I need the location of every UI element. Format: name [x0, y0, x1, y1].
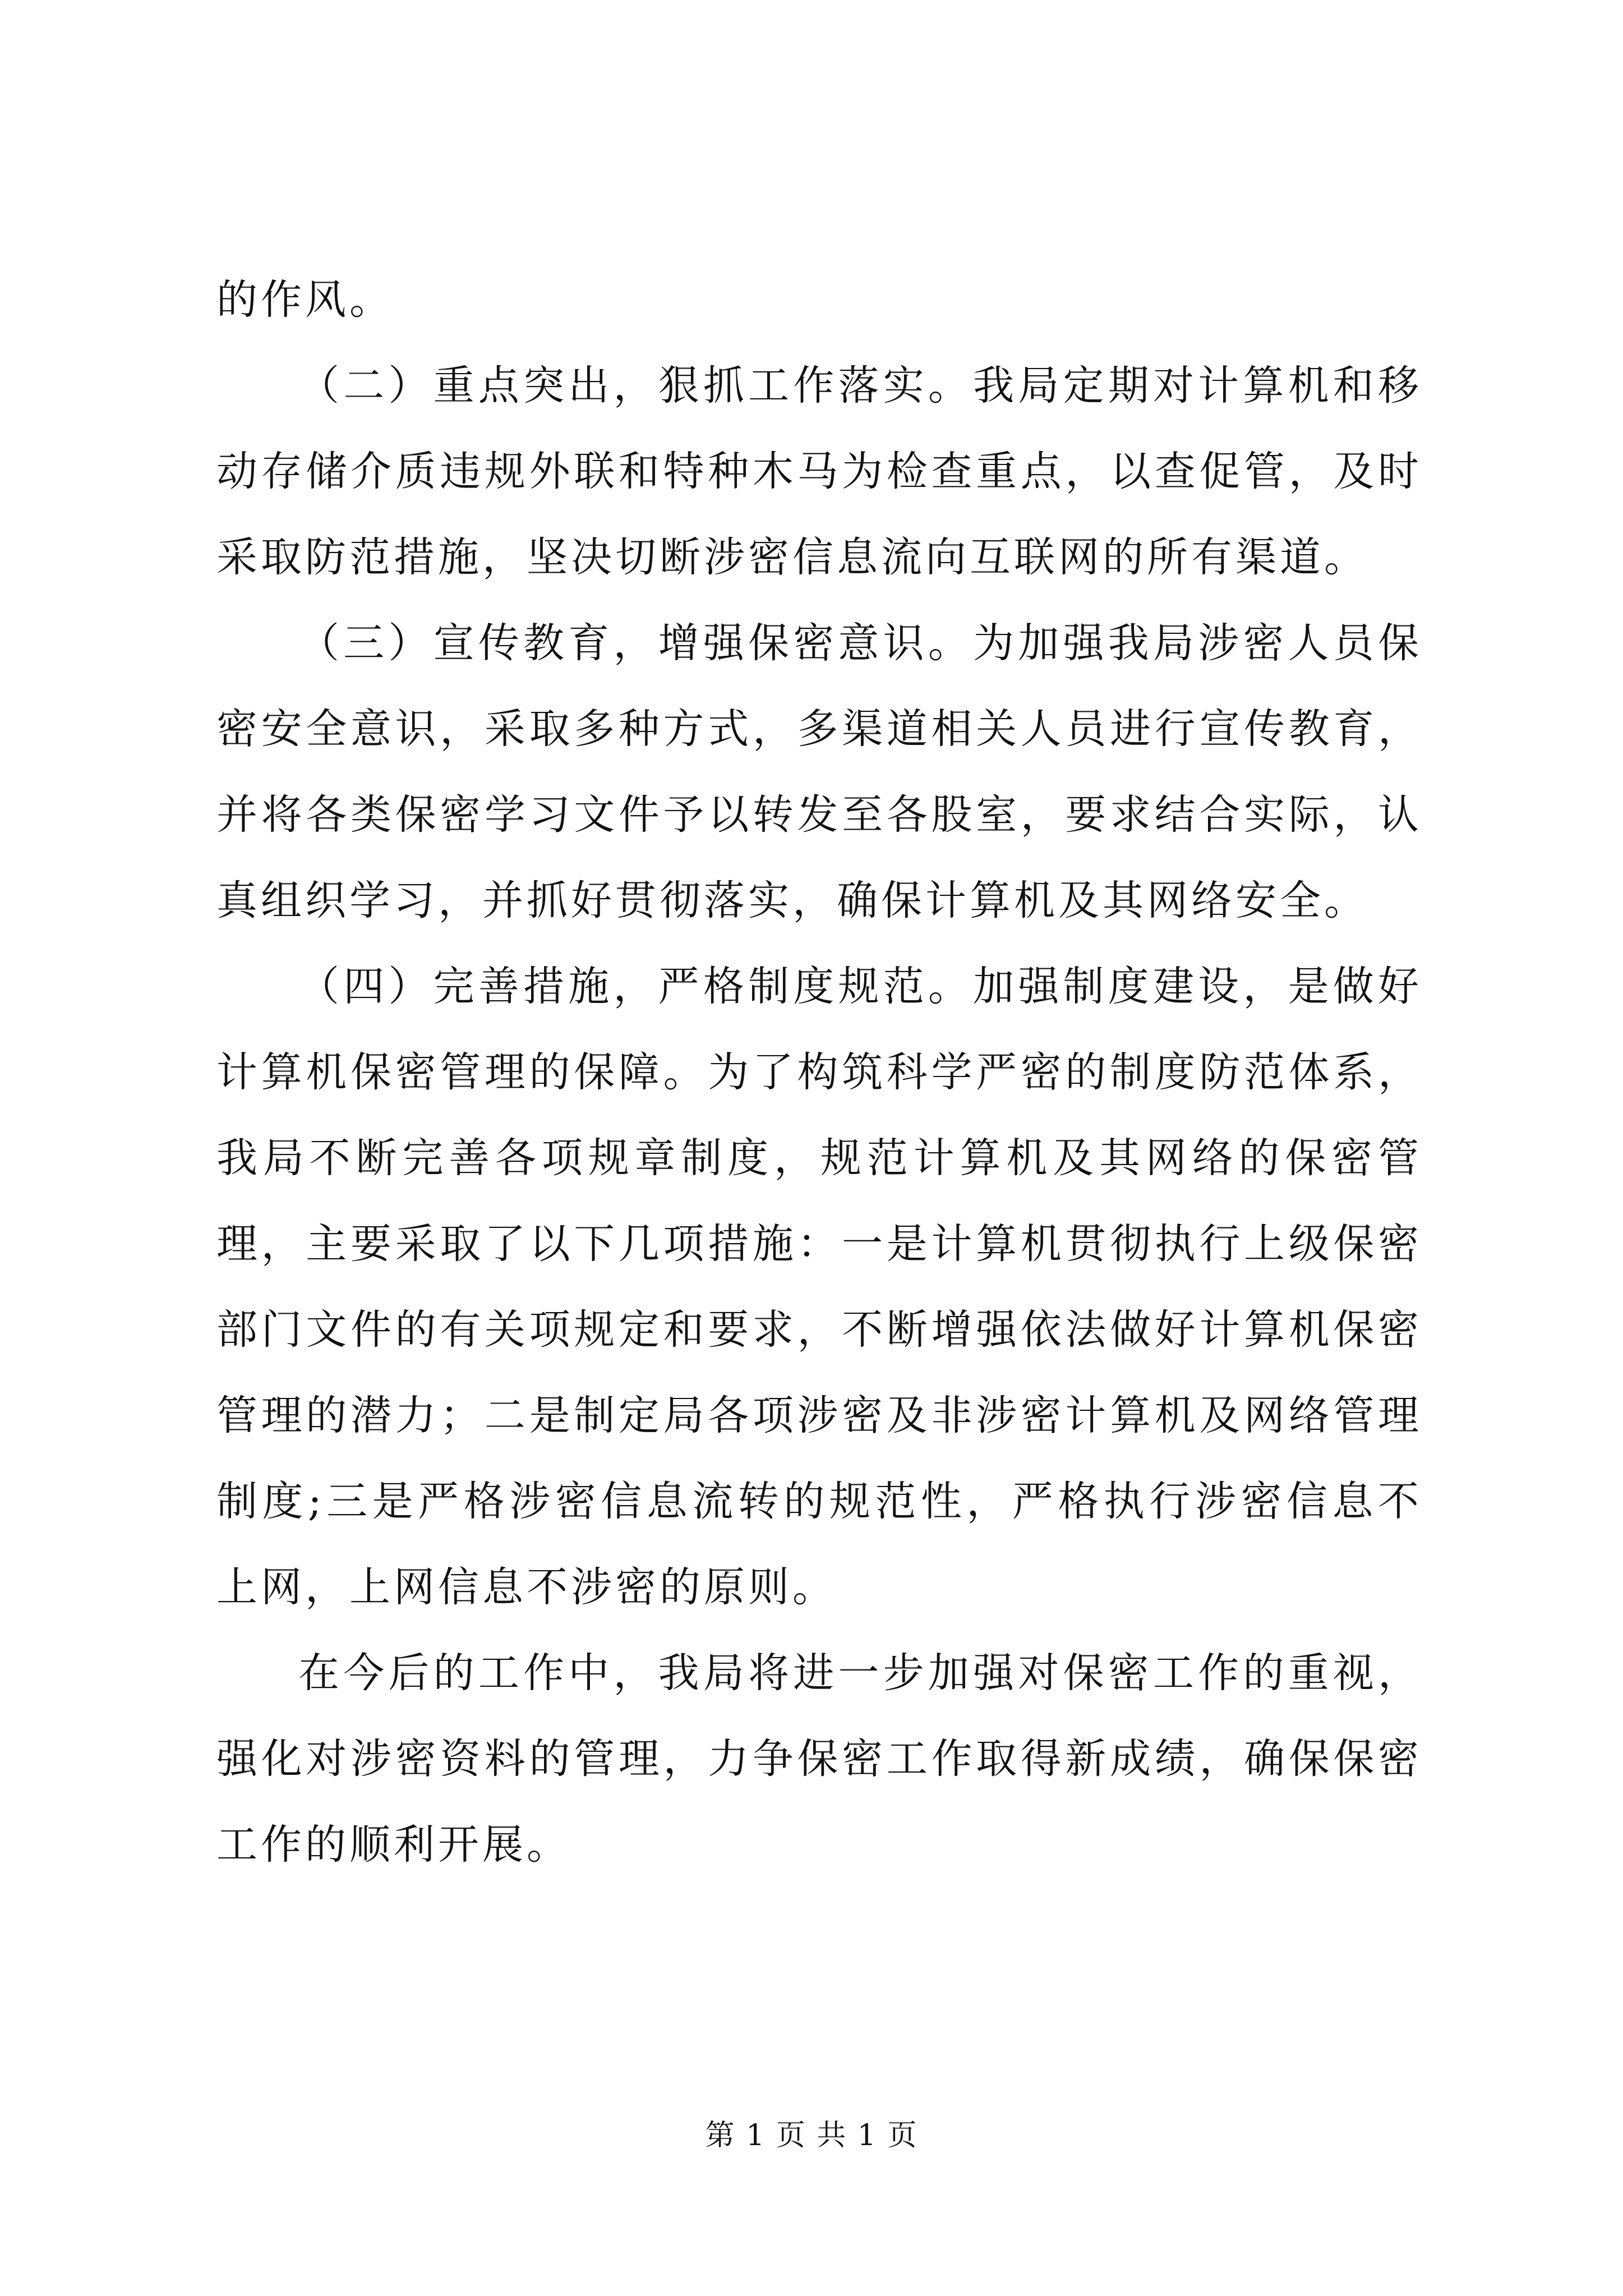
paragraph-improve-measures: （四）完善措施，严格制度规范。加强制度建设，是做好计算机保密管理的保障。为了构筑科学严密的制度防范体系，我局不断完善各项规章制度，规范计算机及其网络的保密管理，主要采取了以下几项措施：一是计算机贯彻执行上级保密部门文件的有关项规定和要求，不断增强依法做好计算机保密管理的潜力；二是制定局各项涉密及非涉密计算机及网络管理制度;三是严格涉密信息流转的规范性，严格执行涉密信息不上网，上网信息不涉密的原则。: [216, 963, 1422, 1611]
paragraph-future-work: 在今后的工作中，我局将进一步加强对保密工作的重视，强化对涉密资料的管理，力争保密工作取得新成绩，确保保密工作的顺利开展。: [216, 1649, 1422, 1869]
paragraph-key-points: （二）重点突出，狠抓工作落实。我局定期对计算机和移动存储介质违规外联和特种木马为检查重点，以查促管，及时采取防范措施，坚决切断涉密信息流向互联网的所有渠道。: [216, 362, 1422, 581]
document-body: [216, 257, 1422, 1888]
paragraph-continuation: 的作风。: [216, 276, 394, 324]
paragraph-publicity-education: （三）宣传教育，增强保密意识。为加强我局涉密人员保密安全意识，采取多种方式，多渠道相关人员进行宣传教育，并将各类保密学习文件予以转发至各股室，要求结合实际，认真组织学习，并抓好贯彻落实，确保计算机及其网络安全。: [216, 619, 1422, 924]
page-footer: 第 1 页 共 1 页: [705, 2119, 918, 2152]
